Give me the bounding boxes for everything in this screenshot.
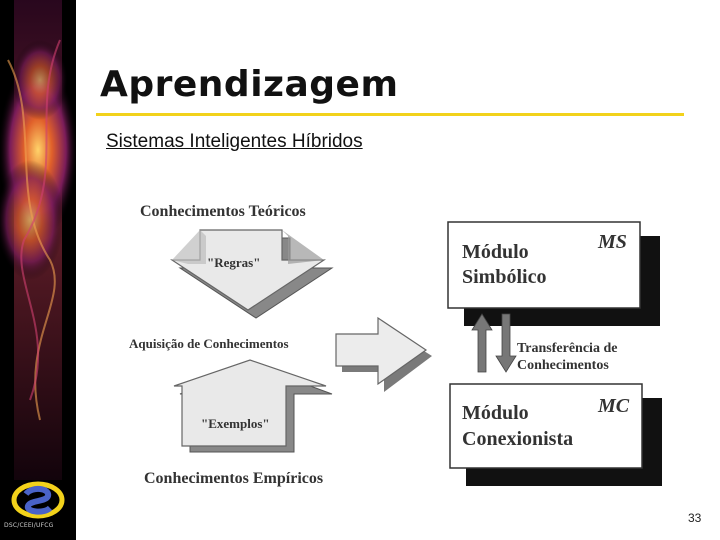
transfer-label-line2: Conhecimentos [517, 358, 609, 373]
acquisition-label: Aquisição de Conhecimentos [129, 336, 289, 351]
rules-label: "Regras" [207, 255, 261, 270]
empirical-knowledge-label: Conhecimentos Empíricos [144, 470, 324, 487]
transfer-label-line1: Transferência de [517, 341, 618, 356]
symbolic-module-line1: Módulo [462, 241, 529, 263]
examples-arrow [174, 360, 332, 452]
symbolic-module-line2: Simbólico [462, 266, 547, 288]
connectionist-module-tag: MC [598, 395, 630, 417]
acquisition-arrow [336, 318, 432, 392]
logo-caption: DSC/CEEI/UFCG [4, 522, 54, 529]
examples-label: "Exemplos" [201, 416, 270, 431]
symbolic-module-tag: MS [598, 231, 627, 253]
connectionist-module-line1: Módulo [462, 402, 529, 424]
page-number: 33 [688, 511, 702, 525]
connectionist-module-line2: Conexionista [462, 428, 574, 450]
slide-title: Aprendizagem [100, 64, 399, 105]
rules-arrow [172, 230, 332, 318]
theoretical-knowledge-label: Conhecimentos Teóricos [140, 203, 306, 220]
slide-subtitle: Sistemas Inteligentes Híbridos [106, 131, 363, 152]
